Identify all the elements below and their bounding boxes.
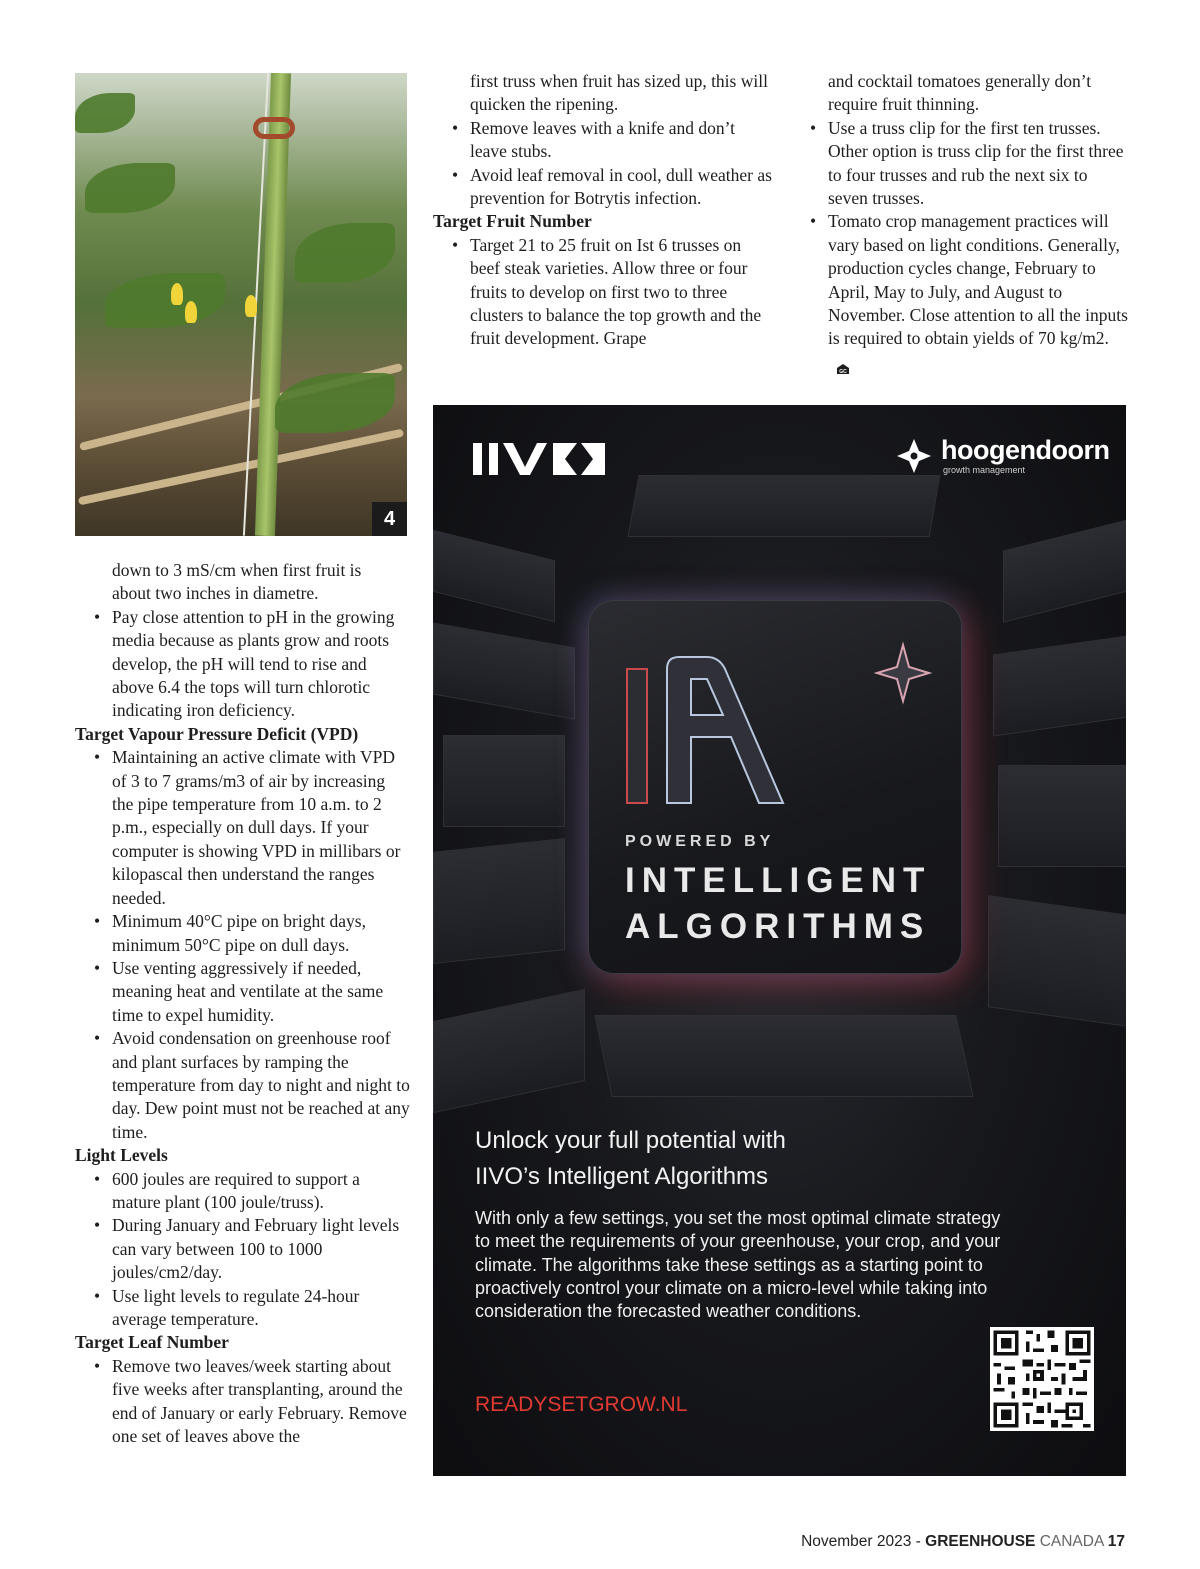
hoogendoorn-mark-icon: [895, 437, 933, 475]
list-item-text: Tomato crop management practices will vary based on light conditions. Generally, production cycles change, February to April, May to July, and August to November. Close attention to all the inputs is required to obtain yields of 70 kg/m2.: [828, 211, 1128, 349]
powered-by-label: POWERED BY: [625, 833, 775, 850]
tomato-flower: [245, 295, 257, 317]
fruit-list: [433, 234, 773, 351]
right-column: [791, 70, 1131, 374]
leaf-list: [75, 1355, 410, 1449]
bg-slab: [628, 475, 941, 537]
list-item: [791, 210, 1131, 374]
bg-slab: [433, 530, 555, 622]
page-footer: [801, 1533, 1125, 1551]
heating-pipe: [78, 429, 404, 506]
truss-list: [791, 117, 1131, 374]
leaf: [85, 163, 175, 213]
light-levels-heading: Light Levels: [75, 1145, 168, 1166]
magazine-name-bold: GREENHOUSE: [925, 1533, 1036, 1550]
continued-text-line: down to 3 mS/cm when first fruit is: [112, 560, 362, 580]
headline-line-2: IIVO’s Intelligent Algorithms: [475, 1163, 769, 1190]
bg-slab: [594, 1015, 973, 1097]
ad-website-link[interactable]: READYSETGROW.NL: [475, 1393, 688, 1416]
list-item: • Pay close attention to pH in the growing media because as plants grow and roots develop, the pH will tend to rise and above 6.4 the tops will turn chlorotic indicating iron deficiency.: [75, 606, 410, 723]
ph-list: [75, 606, 410, 723]
partner-tagline: growth management: [943, 465, 1026, 475]
left-column: [75, 559, 410, 1448]
list-item: • Remove leaves with a knife and don’t leave stubs.: [433, 117, 773, 164]
qr-code[interactable]: [990, 1327, 1094, 1431]
truss-clip: [253, 117, 295, 139]
hoogendoorn-logo: [895, 435, 1110, 479]
figure-number: 4: [372, 502, 407, 536]
bg-slab: [433, 989, 585, 1113]
list-item: • Use venting aggressively if needed, meaning heat and ventilate at the same time to expel humidity.: [75, 957, 410, 1027]
iivo-advertisement: [433, 405, 1126, 1476]
bg-slab: [988, 895, 1126, 1027]
magazine-name-light: CANADA: [1035, 1533, 1108, 1550]
leaf: [295, 223, 395, 283]
leaf: [275, 373, 395, 433]
bg-slab: [998, 765, 1126, 867]
tomato-flower: [185, 301, 197, 323]
fruit-number-heading: Target Fruit Number: [433, 211, 592, 232]
bg-slab: [433, 622, 575, 719]
vpd-heading: Target Vapour Pressure Deficit (VPD): [75, 723, 359, 744]
list-item: • Minimum 40°C pipe on bright days, minimum 50°C pipe on dull days.: [75, 910, 410, 957]
list-item: • 600 joules are required to support a mature plant (100 joule/truss).: [75, 1168, 410, 1215]
plant-stem: [255, 73, 291, 536]
list-item: • Remove two leaves/week starting about five weeks after transplanting, around the end of January or early February. Remove one set of leaves above the: [75, 1355, 410, 1449]
leaf: [105, 273, 225, 328]
list-item: • During January and February light levels can vary between 100 to 1000 joules/cm2/day.: [75, 1214, 410, 1284]
list-item: • Avoid condensation on greenhouse roof and plant surfaces by ramping the temperature from day to night and night to day. Dew point must not be reached at any time.: [75, 1027, 410, 1144]
list-item: • Avoid leaf removal in cool, dull weather as prevention for Botrytis infection.: [433, 164, 773, 211]
bg-slab: [433, 838, 565, 964]
continued-text-line: about two inches in diametre.: [112, 583, 319, 604]
leaf: [75, 93, 135, 133]
page-number: 17: [1107, 1533, 1125, 1550]
list-item: • Maintaining an active climate with VPD of 3 to 7 grams/m3 of air by increasing the pipe temperature from 10 a.m. to 2 p.m., especially on dull days. If your computer is showing VPD in millibars or kilopascal then understand the ranges needed.: [75, 746, 410, 910]
tomato-flower: [171, 283, 183, 305]
ad-body-text: With only a few settings, you set the most optimal climate strategy to meet the requirements of your greenhouse, your crop, and your climate. The algorithms take these settings as a starting point to proactively control your climate on a micro-level while taking into consideration the forecasted weather conditions.: [475, 1208, 1001, 1322]
tagline-line-1: INTELLIGENT: [625, 861, 932, 900]
end-mark-text: GC: [839, 369, 847, 376]
list-item: • Target 21 to 25 fruit on Ist 6 trusses on beef steak varieties. Allow three or four fruits to develop on first two to three clusters to balance the top growth and the fruit development. Grape: [433, 234, 773, 351]
ad-headline: [475, 1123, 895, 1195]
bg-slab: [993, 636, 1126, 737]
continued-text: and cocktail tomatoes generally don’t require fruit thinning.: [828, 71, 1092, 115]
ia-tile: [588, 600, 962, 974]
partner-name: hoogendoorn: [941, 435, 1110, 465]
leaf-removal-list: [433, 117, 773, 211]
continued-text: first truss when fruit has sized up, this will quicken the ripening.: [470, 71, 768, 115]
list-item: • Use a truss clip for the first ten trusses. Other option is truss clip for the first three to four trusses and rub the next six to seven trusses.: [791, 117, 1131, 211]
end-mark-icon: [836, 358, 850, 376]
headline-line-1: Unlock your full potential with: [475, 1127, 786, 1154]
vpd-list: [75, 746, 410, 1144]
issue-date: November 2023 -: [801, 1533, 926, 1550]
tagline-line-2: ALGORITHMS: [625, 907, 931, 946]
list-item: • Use light levels to regulate 24-hour average temperature.: [75, 1285, 410, 1332]
bg-slab: [1003, 519, 1126, 622]
ia-mark-icon: [623, 633, 943, 813]
iivo-logo: [473, 441, 643, 477]
leaf-number-heading: Target Leaf Number: [75, 1332, 229, 1353]
tomato-plant-photo: [75, 73, 407, 536]
middle-column: [433, 70, 773, 351]
light-list: [75, 1168, 410, 1332]
bg-slab: [443, 735, 565, 827]
